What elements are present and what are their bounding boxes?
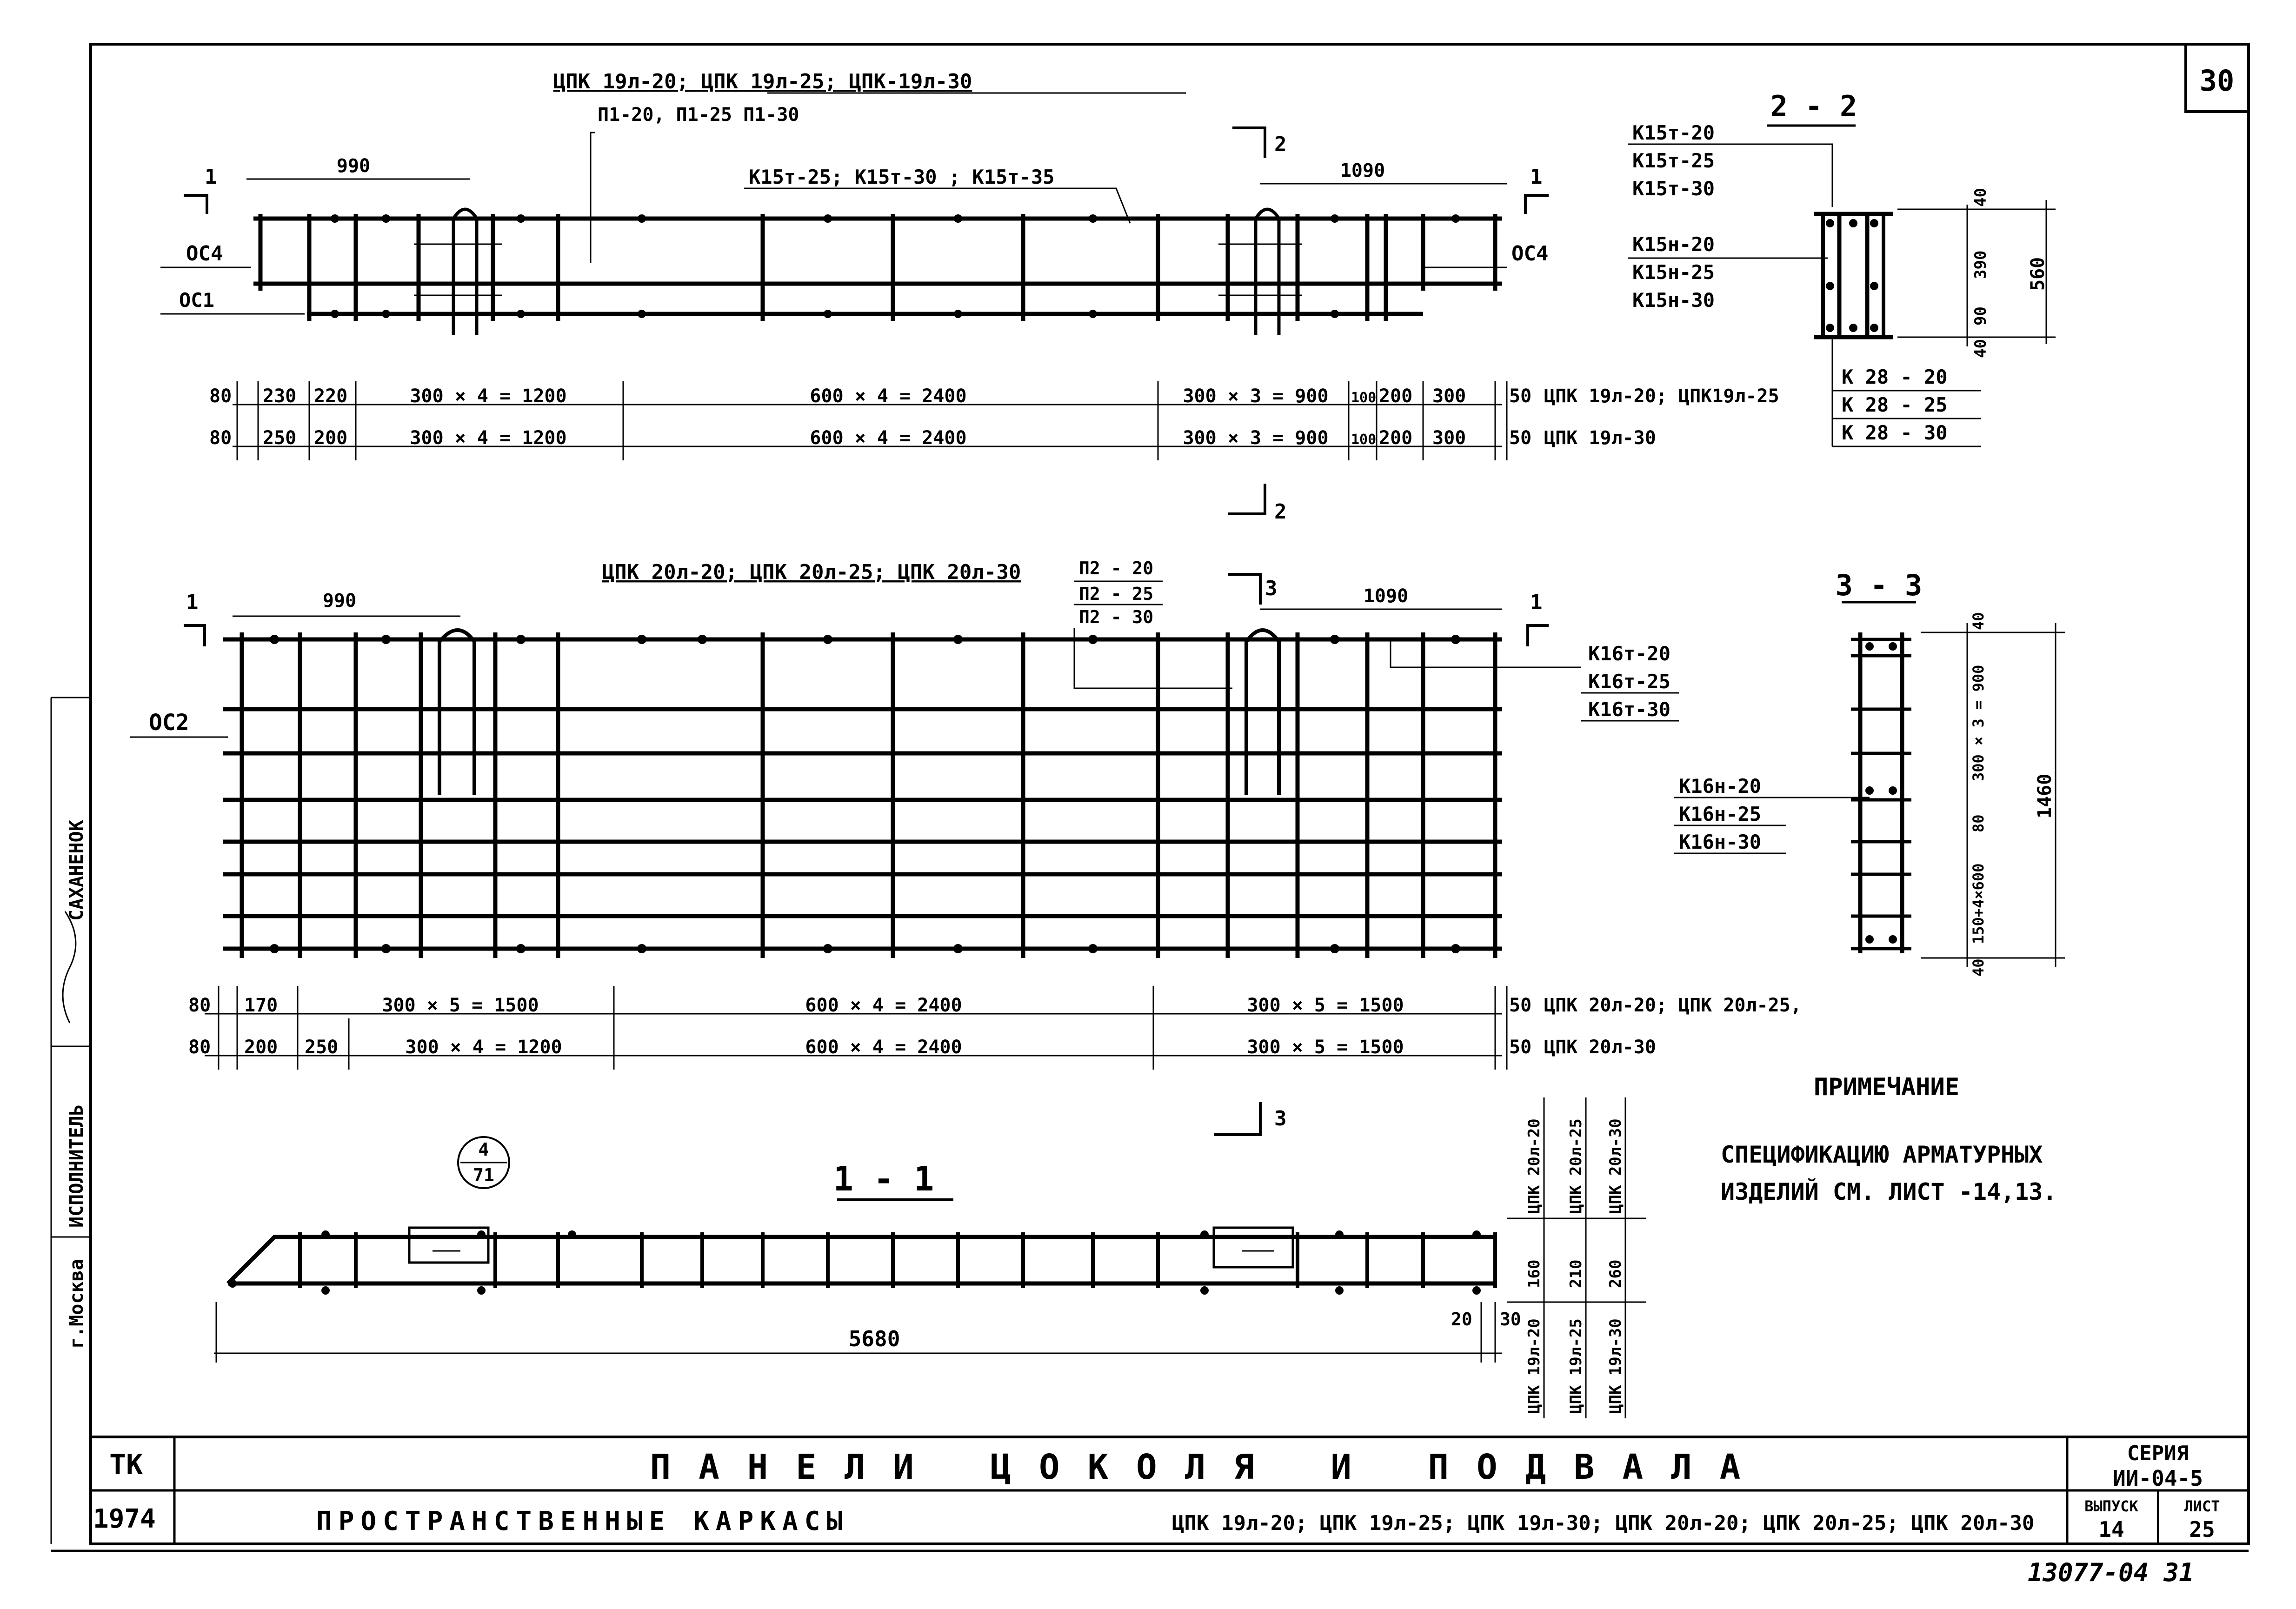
note-heading: ПРИМЕЧАНИЕ — [1814, 1073, 1960, 1101]
frame2-oc-label: ОС2 — [149, 710, 189, 736]
title-main: ПАНЕЛИ ЦОКОЛЯ И ПОДВАЛА — [650, 1447, 1769, 1487]
signature-scribble — [63, 911, 76, 1023]
frame1-row2-j: 50 — [1509, 427, 1532, 449]
frame2-row1-d: 300 × 5 = 1500 — [382, 995, 539, 1016]
section-1-1 — [214, 1097, 1646, 1418]
section22-kn-1: К15н-25 — [1632, 261, 1715, 284]
frame-19-drawing — [160, 70, 1779, 524]
frame1-row2-g: 100 — [1351, 432, 1377, 448]
title-tk: ТК — [109, 1449, 143, 1481]
frame2-row2-c: 250 — [305, 1037, 339, 1058]
section33-total: 1460 — [2034, 773, 2056, 818]
frame2-section-3-top: 3 — [1265, 577, 1278, 600]
frame1-row2-b: 250 — [263, 427, 297, 449]
stamp-name: САХАНЕНОК — [66, 820, 87, 921]
section22-total: 560 — [2027, 257, 2049, 291]
section11-vmid-2: 260 — [1606, 1259, 1625, 1288]
frame1-row1-h: 200 — [1379, 386, 1413, 407]
section11-vmid-0: 160 — [1525, 1259, 1544, 1288]
frame1-dim-right: 1090 — [1340, 160, 1385, 181]
section11-d30: 30 — [1500, 1309, 1521, 1330]
frame1-row1-c: 220 — [314, 386, 348, 407]
section33-dim-3: 150+4×600 — [1970, 863, 1987, 944]
frame1-title: ЦПК 19л-20; ЦПК 19л-25; ЦПК-19л-30 — [553, 70, 972, 93]
frame1-row2-e: 600 × 4 = 2400 — [810, 427, 967, 449]
section33-kn-0: К16н-20 — [1679, 775, 1762, 798]
frame2-p-label-0: П2 - 20 — [1079, 558, 1154, 578]
section22-kn-0: К15н-20 — [1632, 233, 1715, 256]
frame1-row1-f: 300 × 3 = 900 — [1183, 386, 1329, 407]
sheet-border — [91, 44, 2249, 1544]
frame1-section-2-top: 2 — [1274, 133, 1287, 156]
stamp-role: ИСПОЛНИТЕЛЬ — [66, 1104, 87, 1228]
frame2-row2-f: 300 × 5 = 1500 — [1247, 1037, 1404, 1058]
frame1-row2-a: 80 — [209, 427, 232, 449]
frame1-row2-f: 300 × 3 = 900 — [1183, 427, 1329, 449]
frame1-k-label: К15т-25; К15т-30 ; К15т-35 — [749, 166, 1055, 188]
frame2-section-marker-left: 1 — [186, 591, 199, 614]
title-sub-items: ЦПК 19л-20; ЦПК 19л-25; ЦПК 19л-30; ЦПК 20л-20; ЦПК 20л-25; ЦПК 20л-30 — [1172, 1511, 2035, 1535]
frame1-row2-h: 200 — [1379, 427, 1413, 449]
frame2-section-marker-right: 1 — [1530, 591, 1543, 614]
frame1-row1-d: 300 × 4 = 1200 — [410, 386, 567, 407]
note-line1: СПЕЦИФИКАЦИЮ АРМАТУРНЫХ — [1721, 1141, 2043, 1168]
frame2-dim-right: 1090 — [1363, 585, 1409, 607]
note-line2: ИЗДЕЛИЙ СМ. ЛИСТ -14,13. — [1721, 1178, 2057, 1205]
frame2-row2-e: 600 × 4 = 2400 — [805, 1037, 962, 1058]
frame1-section-marker-left: 1 — [205, 165, 217, 189]
section11-length: 5680 — [848, 1326, 900, 1351]
frame1-row1-label: ЦПК 19л-20; ЦПК19л-25 — [1544, 386, 1779, 407]
section22-dim-2: 90 — [1971, 306, 1990, 326]
ref-top: 4 — [478, 1139, 489, 1160]
frame2-row1-f: 300 × 5 = 1500 — [1247, 995, 1404, 1016]
section11-vbot-2: ЦПК 19л-30 — [1606, 1318, 1625, 1414]
section11-vtop-2: ЦПК 20л-30 — [1606, 1118, 1625, 1214]
frame1-row2-i: 300 — [1432, 427, 1466, 449]
title-series: ИИ-04-5 — [2113, 1466, 2203, 1491]
frame1-row2-label: ЦПК 19л-30 — [1544, 427, 1656, 449]
frame2-row1-j: 50 — [1509, 995, 1532, 1016]
frame2-row2-a: 80 — [188, 1037, 211, 1058]
section11-title: 1 - 1 — [833, 1159, 934, 1198]
side-stamp — [51, 698, 91, 1544]
section33-kn-2: К16н-30 — [1679, 831, 1762, 853]
title-sheet-no: 25 — [2189, 1517, 2215, 1542]
note-block — [1721, 1073, 2056, 1205]
section22-dim-3: 40 — [1971, 339, 1990, 358]
frame1-row1-g: 100 — [1351, 390, 1377, 406]
frame1-row1-a: 80 — [209, 386, 232, 407]
title-sheet-label: ЛИСТ — [2184, 1497, 2220, 1515]
frame1-dim-left: 990 — [336, 155, 371, 177]
frame1-row1-i: 300 — [1432, 386, 1466, 407]
frame2-section-3-bottom: 3 — [1274, 1107, 1287, 1130]
section11-vmid-1: 210 — [1567, 1259, 1585, 1288]
frame2-row2-j: 50 — [1509, 1037, 1532, 1058]
frame2-row2-label: ЦПК 20л-30 — [1544, 1037, 1656, 1058]
section11-vtop-0: ЦПК 20л-20 — [1525, 1118, 1544, 1214]
frame1-row1-j: 50 — [1509, 386, 1532, 407]
section33-kt-0: К16т-20 — [1588, 642, 1671, 665]
frame2-title: ЦПК 20л-20; ЦПК 20л-25; ЦПК 20л-30 — [602, 560, 1021, 584]
handwritten-code: 13077-04 31 — [2028, 1558, 2194, 1587]
section33-title: 3 - 3 — [1835, 568, 1923, 602]
frame1-row1-b: 230 — [263, 386, 297, 407]
title-year: 1974 — [93, 1504, 156, 1534]
title-block — [91, 1437, 2249, 1544]
frame1-row2-c: 200 — [314, 427, 348, 449]
section11-vbot-0: ЦПК 19л-20 — [1525, 1318, 1544, 1414]
section11-vbot-1: ЦПК 19л-25 — [1567, 1318, 1585, 1414]
section22-dim-0: 40 — [1971, 188, 1990, 207]
frame1-section-2-bottom: 2 — [1274, 500, 1287, 524]
section33-dim-0: 40 — [1970, 612, 1987, 630]
title-issue-label: ВЫПУСК — [2084, 1497, 2138, 1515]
frame2-p-label-2: П2 - 30 — [1079, 607, 1154, 627]
section11-d20: 20 — [1451, 1309, 1472, 1330]
frame2-row2-d: 300 × 4 = 1200 — [405, 1037, 562, 1058]
section33-kt-1: К16т-25 — [1588, 670, 1671, 693]
section33-dim-1: 300 × 3 = 900 — [1970, 665, 1987, 781]
frame2-dim-left: 990 — [322, 590, 357, 612]
section22-dim-1: 390 — [1971, 250, 1990, 279]
section22-k28-0: К 28 - 20 — [1842, 366, 1948, 388]
frame1-oc-left: ОС4 — [186, 242, 223, 266]
frame2-row1-a: 80 — [188, 995, 211, 1016]
frame1-row2-d: 300 × 4 = 1200 — [410, 427, 567, 449]
frame2-row2-b: 200 — [244, 1037, 278, 1058]
section22-kt-0: К15т-20 — [1632, 121, 1715, 144]
ref-bottom: 71 — [473, 1165, 494, 1185]
section33-kn-1: К16н-25 — [1679, 803, 1762, 825]
stamp-city: г.Москва — [66, 1259, 87, 1349]
section11-vtop-1: ЦПК 20л-25 — [1567, 1118, 1585, 1214]
frame2-row1-label: ЦПК 20л-20; ЦПК 20л-25, — [1544, 995, 1802, 1016]
title-series-label: СЕРИЯ — [2127, 1442, 2189, 1465]
title-issue: 14 — [2098, 1517, 2124, 1542]
section22-kt-1: К15т-25 — [1632, 149, 1715, 172]
frame1-section-marker-right: 1 — [1530, 165, 1543, 189]
section22-k28-2: К 28 - 30 — [1842, 421, 1948, 444]
section22-k28-1: К 28 - 25 — [1842, 393, 1948, 416]
sheet-number: 30 — [2199, 64, 2235, 98]
frame-20-drawing — [130, 558, 1802, 1135]
frame1-p-label: П1-20, П1-25 П1-30 — [598, 104, 799, 126]
frame1-oc1: ОС1 — [179, 289, 214, 312]
section22-title: 2 - 2 — [1770, 89, 1857, 123]
section33-dim-2: 80 — [1970, 814, 1987, 832]
section33-kt-2: К16т-30 — [1588, 698, 1671, 721]
frame1-row1-e: 600 × 4 = 2400 — [810, 386, 967, 407]
frame2-p-label-1: П2 - 25 — [1079, 584, 1154, 604]
frame2-row1-e: 600 × 4 = 2400 — [805, 995, 962, 1016]
title-sub-label: ПРОСТРАНСТВЕННЫЕ КАРКАСЫ — [316, 1506, 849, 1536]
section33-dim-4: 40 — [1970, 958, 1987, 977]
section22-kt-2: К15т-30 — [1632, 177, 1715, 200]
frame2-row1-b: 170 — [244, 995, 278, 1016]
section22-kn-2: К15н-30 — [1632, 289, 1715, 312]
frame1-oc-right: ОС4 — [1511, 242, 1549, 266]
